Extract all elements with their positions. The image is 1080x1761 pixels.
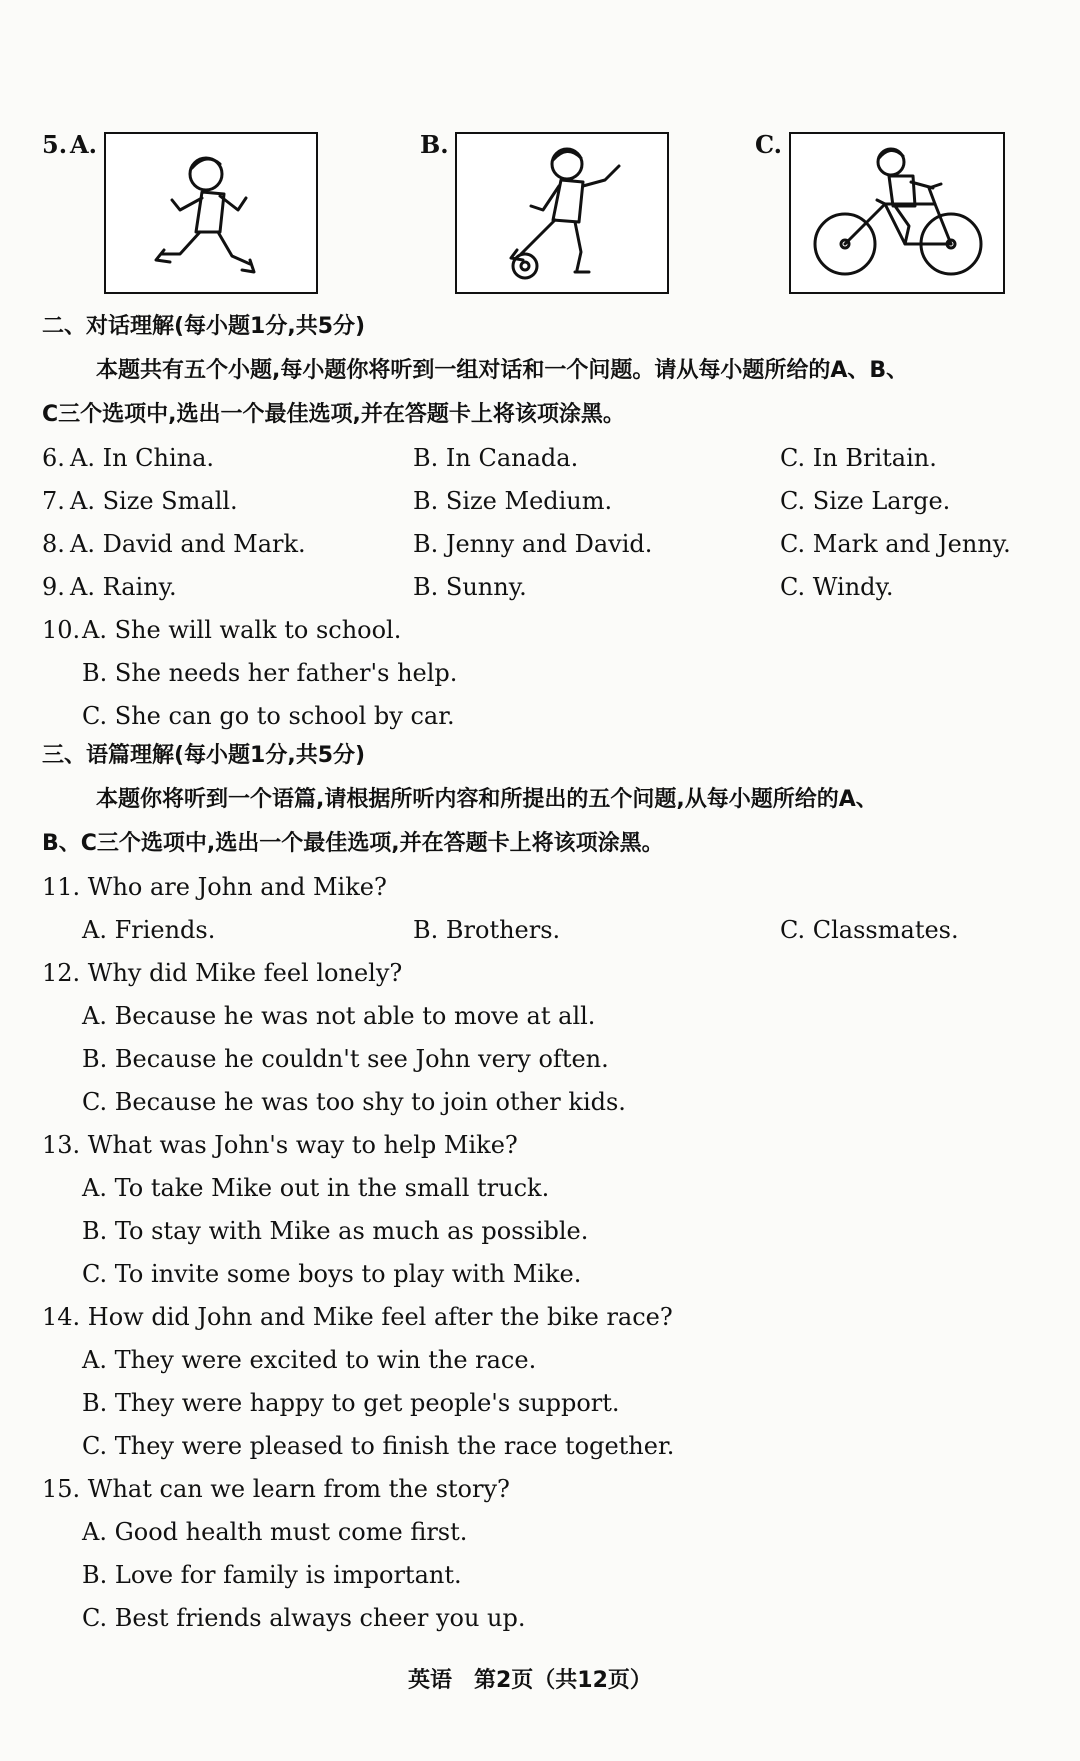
q11-question: 11. Who are John and Mike? xyxy=(42,873,387,901)
q8-option-c: C. Mark and Jenny. xyxy=(780,530,1011,558)
q8-option-a: A. David and Mark. xyxy=(70,530,306,558)
q6-number: 6. xyxy=(42,444,65,472)
page-footer: 英语 第2页（共12页） xyxy=(408,1668,652,1693)
running-boy-icon xyxy=(104,132,318,294)
q12-question: 12. Why did Mike feel lonely? xyxy=(42,959,403,987)
q12-option-a: A. Because he was not able to move at all. xyxy=(82,1002,596,1030)
q6-option-c: C. In Britain. xyxy=(780,444,937,472)
q7-option-a: A. Size Small. xyxy=(70,487,238,515)
q12-option-b: B. Because he couldn't see John very often. xyxy=(82,1045,609,1073)
section3-instruction-line2: B、C三个选项中,选出一个最佳选项,并在答题卡上将该项涂黑。 xyxy=(42,831,664,856)
q11-option-b: B. Brothers. xyxy=(413,916,561,944)
q6-option-a: A. In China. xyxy=(70,444,215,472)
q10-number: 10. xyxy=(42,616,81,644)
q14-option-a: A. They were excited to win the race. xyxy=(82,1346,537,1374)
q14-question: 14. How did John and Mike feel after the bike race? xyxy=(42,1303,673,1331)
section2-instruction-line1: 本题共有五个小题,每小题你将听到一组对话和一个问题。请从每小题所给的A、B、 xyxy=(96,358,909,383)
section2-title: 二、对话理解(每小题1分,共5分) xyxy=(42,314,366,339)
q14-option-b: B. They were happy to get people's support. xyxy=(82,1389,620,1417)
q11-option-a: A. Friends. xyxy=(82,916,216,944)
q11-option-c: C. Classmates. xyxy=(780,916,959,944)
q8-option-b: B. Jenny and David. xyxy=(413,530,653,558)
q9-option-b: B. Sunny. xyxy=(413,573,527,601)
q9-number: 9. xyxy=(42,573,65,601)
q9-option-a: A. Rainy. xyxy=(70,573,177,601)
q13-option-a: A. To take Mike out in the small truck. xyxy=(82,1174,550,1202)
section3-instruction-line1: 本题你将听到一个语篇,请根据所听内容和所提出的五个问题,从每小题所给的A、 xyxy=(96,787,878,812)
q5-option-c-letter: C. xyxy=(755,130,783,159)
section2-instruction-line2: C三个选项中,选出一个最佳选项,并在答题卡上将该项涂黑。 xyxy=(42,402,625,427)
cycling-boy-icon xyxy=(789,132,1005,294)
q7-option-b: B. Size Medium. xyxy=(413,487,613,515)
q14-option-c: C. They were pleased to finish the race together. xyxy=(82,1432,675,1460)
soccer-boy-icon xyxy=(455,132,669,294)
q5-option-a-letter: A. xyxy=(70,130,97,159)
q9-option-c: C. Windy. xyxy=(780,573,894,601)
q6-option-b: B. In Canada. xyxy=(413,444,579,472)
q10-option-a: A. She will walk to school. xyxy=(82,616,402,644)
q5-option-b-letter: B. xyxy=(420,130,449,159)
q7-option-c: C. Size Large. xyxy=(780,487,951,515)
q10-option-b: B. She needs her father's help. xyxy=(82,659,458,687)
q12-option-c: C. Because he was too shy to join other kids. xyxy=(82,1088,626,1116)
q15-option-a: A. Good health must come first. xyxy=(82,1518,468,1546)
q13-option-c: C. To invite some boys to play with Mike. xyxy=(82,1260,582,1288)
q15-question: 15. What can we learn from the story? xyxy=(42,1475,510,1503)
q10-option-c: C. She can go to school by car. xyxy=(82,702,455,730)
q15-option-c: C. Best friends always cheer you up. xyxy=(82,1604,526,1632)
q13-question: 13. What was John's way to help Mike? xyxy=(42,1131,518,1159)
q5-number: 5. xyxy=(42,130,68,159)
q7-number: 7. xyxy=(42,487,65,515)
section3-title: 三、语篇理解(每小题1分,共5分) xyxy=(42,743,366,768)
q8-number: 8. xyxy=(42,530,65,558)
q13-option-b: B. To stay with Mike as much as possible. xyxy=(82,1217,589,1245)
q15-option-b: B. Love for family is important. xyxy=(82,1561,462,1589)
